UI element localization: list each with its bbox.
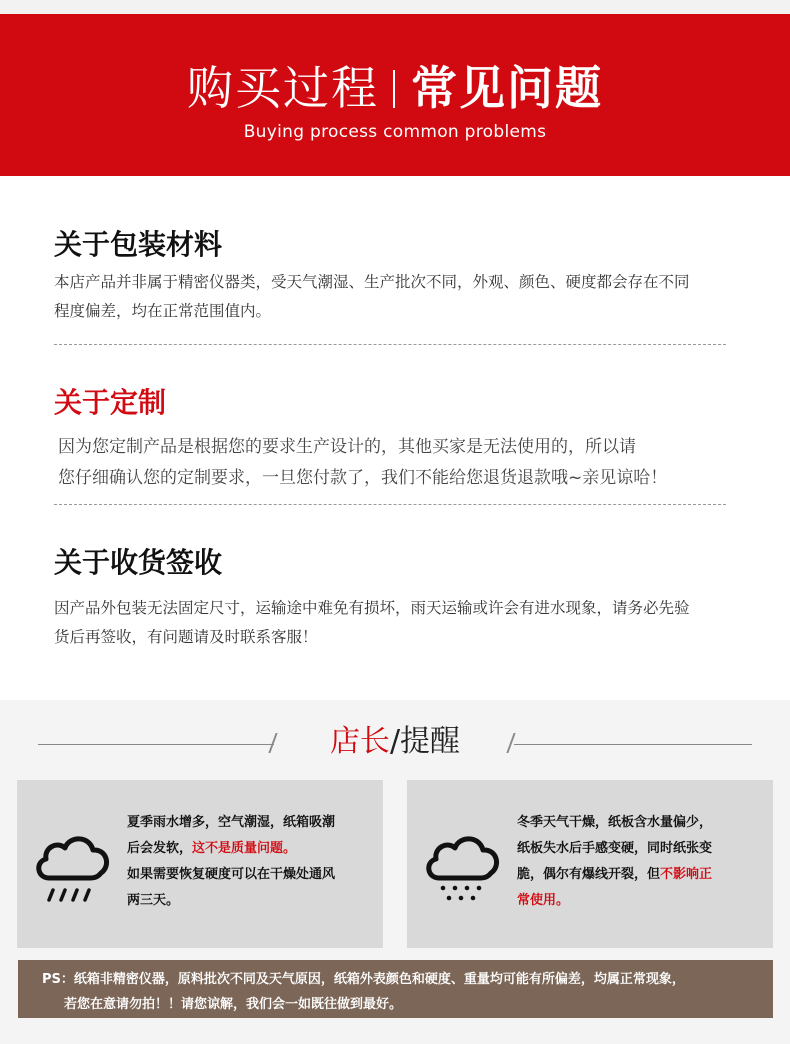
tip-line: 两三天。: [127, 893, 180, 908]
tip-highlight: 不影响正: [660, 867, 713, 882]
rain-cloud-icon: [31, 826, 113, 910]
tip-line: 纸板失水后手感变硬，同时纸张变: [517, 841, 713, 856]
reminder-title-slash: /: [389, 724, 401, 759]
section-line: 因产品外包装无法固定尺寸，运输途中难免有损坏，雨天运输或许会有进水现象，请务必先验: [54, 599, 690, 617]
dashed-divider: [54, 504, 726, 505]
section-packaging: [54, 228, 734, 326]
tip-text: 脆，偶尔有爆线开裂，但: [517, 867, 661, 882]
banner-subtitle: Buying process common problems: [243, 122, 547, 142]
reminder-title-red: 店长: [329, 724, 390, 759]
section-title: 关于定制: [54, 386, 167, 419]
section-line: 因为您定制产品是根据您的要求生产设计的，其他买家是无法使用的，所以请: [58, 437, 636, 457]
section-body: [54, 268, 734, 326]
ps-line-1: PS：纸箱非精密仪器，原料批次不同及天气原因，纸箱外表颜色和硬度、重量均可能有所偏差，均属正常现象，: [42, 972, 685, 987]
tip-line: 夏季雨水增多，空气潮湿，纸箱吸潮: [127, 815, 336, 830]
section-line: 您仔细确认您的定制要求，一旦您付款了，我们不能给您退货退款哦~亲见谅哈！: [58, 468, 668, 488]
section-line: 本店产品并非属于精密仪器类，受天气潮湿、生产批次不同，外观、颜色、硬度都会存在不同: [54, 273, 690, 291]
section-custom: [54, 386, 734, 494]
section-line: 程度偏差，均在正常范围值内。: [54, 302, 272, 320]
tip-line: [517, 862, 761, 888]
tip-text: 后会发软，: [127, 841, 193, 856]
banner-title: [0, 62, 790, 114]
winter-tip-text: [517, 810, 761, 914]
snow-cloud-icon: [421, 826, 503, 910]
section-line: 货后再签收，有问题请及时联系客服！: [54, 628, 318, 646]
section-title: 关于收货签收: [54, 546, 223, 579]
tip-line: [127, 836, 371, 862]
ps-line-2: 若您在意请勿拍！！请您谅解，我们会一如既往做到最好。: [64, 997, 403, 1012]
reminder-heading: [0, 718, 790, 770]
section-title: 关于包装材料: [54, 228, 223, 261]
summer-tip-text: [127, 810, 371, 914]
tip-highlight: 常使用。: [517, 893, 570, 908]
banner-title-left: 购买过程: [187, 61, 379, 115]
tip-line: 冬季天气干燥，纸板含水量偏少，: [517, 815, 713, 830]
summer-tip-card: [17, 780, 383, 948]
header-banner: [0, 14, 790, 176]
winter-tip-card: [407, 780, 773, 948]
reminder-title-dark: 提醒: [400, 724, 461, 759]
section-body: [54, 432, 734, 494]
banner-title-divider: [393, 70, 395, 108]
tip-line: 如果需要恢复硬度可以在干燥处通风: [127, 867, 336, 882]
banner-title-right: 常见问题: [411, 61, 603, 115]
top-strip: [0, 0, 790, 14]
section-body: [54, 594, 734, 652]
ps-note: [18, 960, 773, 1018]
dashed-divider: [54, 344, 726, 345]
reminder-title: [0, 722, 790, 762]
section-receipt: [54, 546, 734, 652]
tip-highlight: 这不是质量问题。: [192, 841, 297, 856]
heading-rule-right: [514, 744, 752, 745]
